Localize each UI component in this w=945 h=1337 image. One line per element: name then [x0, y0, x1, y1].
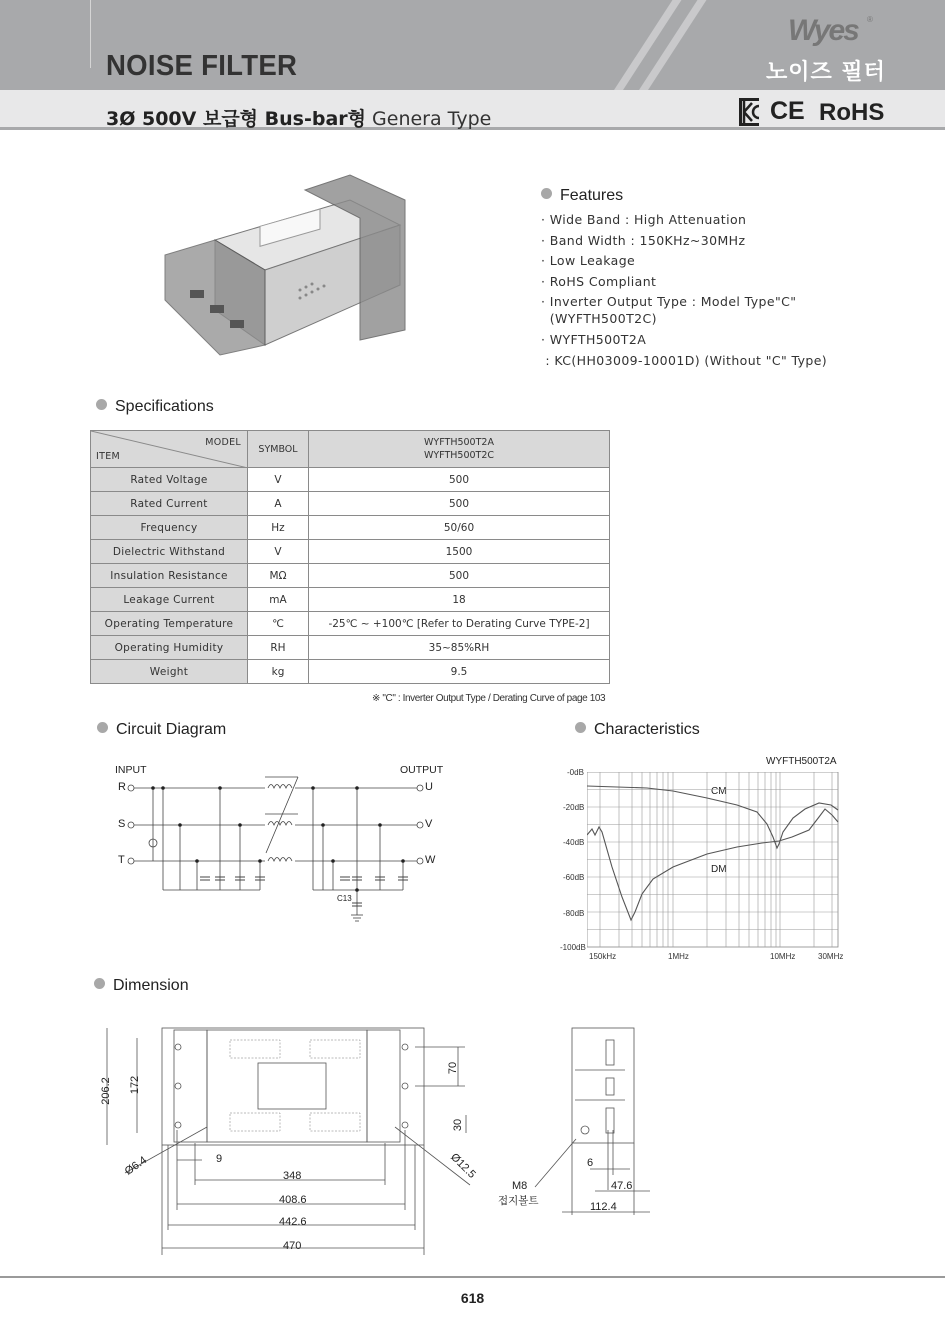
table-row — [91, 468, 610, 492]
row-symbol: Hz — [248, 516, 309, 540]
brand-logo: Wyes — [788, 14, 858, 47]
dim-9: 9 — [216, 1153, 223, 1165]
characteristics-heading-text: Characteristics — [594, 721, 700, 738]
row-item: Operating Temperature — [91, 612, 248, 636]
dim-hole-6-4: Ø6.4 — [122, 1154, 150, 1178]
choke-coil-icon — [268, 785, 292, 862]
dim-70: 70 — [447, 1061, 460, 1075]
row-value: -25℃ ~ +100℃ [Refer to Derating Curve TYPE-2] — [309, 612, 610, 636]
dim-206-2: 206.2 — [99, 1077, 112, 1105]
row-value: 1500 — [309, 540, 610, 564]
table-row — [91, 540, 610, 564]
dim-470: 470 — [283, 1240, 302, 1252]
bullet-icon — [541, 188, 552, 199]
dim-6: 6 — [587, 1157, 594, 1169]
dim-hole-12-5: Ø12.5 — [448, 1151, 478, 1181]
row-item: Rated Current — [91, 492, 248, 516]
feature-item: (WYFTH500T2C) — [541, 310, 657, 326]
table-row — [91, 564, 610, 588]
rohs-mark: RoHS — [819, 99, 885, 126]
row-value: 9.5 — [309, 660, 610, 684]
product-image — [160, 170, 410, 360]
row-symbol: mA — [248, 588, 309, 612]
spec-table — [90, 430, 610, 684]
x-tick: 150kHz — [589, 952, 617, 961]
symbol-header: SYMBOL — [248, 431, 309, 468]
feature-item: · WYFTH500T2A — [541, 331, 647, 347]
bolt-label: M8 — [512, 1180, 528, 1192]
y-tick: -60dB — [563, 873, 585, 882]
row-item: Leakage Current — [91, 588, 248, 612]
series-label-cm: CM — [711, 786, 727, 797]
table-row — [91, 636, 610, 660]
chart-grid — [587, 772, 838, 947]
chart-model-label: WYFTH500T2A — [766, 756, 837, 767]
terminal-u: U — [425, 781, 433, 793]
spec-footnote: ※ "C" : Inverter Output Type / Derating Curve of page 103 — [372, 693, 606, 704]
model-label: MODEL — [205, 437, 241, 448]
row-item: Dielectric Withstand — [91, 540, 248, 564]
row-symbol: V — [248, 468, 309, 492]
row-symbol: RH — [248, 636, 309, 660]
terminal-w: W — [425, 854, 436, 866]
x-tick: 30MHz — [818, 952, 844, 961]
dim-30: 30 — [452, 1118, 465, 1132]
header-divider — [90, 0, 91, 68]
feature-item: · RoHS Compliant — [541, 274, 657, 290]
features-heading-text: Features — [560, 187, 624, 204]
y-tick: -80dB — [563, 909, 585, 918]
row-item: Rated Voltage — [91, 468, 248, 492]
dimension-heading-text: Dimension — [113, 977, 189, 994]
feature-item: · Band Width : 150KHz~30MHz — [541, 232, 746, 248]
dim-47-6: 47.6 — [611, 1180, 633, 1192]
table-row — [91, 492, 610, 516]
row-symbol: MΩ — [248, 564, 309, 588]
feature-item: · Inverter Output Type : Model Type"C" — [541, 293, 797, 309]
x-tick: 1MHz — [668, 952, 689, 961]
specifications-heading — [96, 398, 214, 416]
row-item: Insulation Resistance — [91, 564, 248, 588]
row-item: Operating Humidity — [91, 636, 248, 660]
c13-label: C13 — [337, 894, 352, 903]
bullet-icon — [97, 722, 108, 733]
input-label: INPUT — [115, 764, 147, 776]
table-row — [91, 660, 610, 684]
series-label-dm: DM — [711, 864, 727, 875]
circuit-heading-text: Circuit Diagram — [116, 721, 227, 738]
dim-348: 348 — [283, 1170, 302, 1182]
bullet-icon — [575, 722, 586, 733]
feature-item: : KC(HH03009-10001D) (Without "C" Type) — [541, 352, 828, 368]
model-header — [309, 431, 610, 468]
dim-172: 172 — [129, 1075, 142, 1095]
row-symbol: A — [248, 492, 309, 516]
subtitle — [106, 104, 491, 131]
bullet-icon — [96, 399, 107, 410]
feature-item: · Low Leakage — [541, 253, 636, 269]
registered-mark: ® — [867, 15, 873, 24]
dim-112-4: 112.4 — [590, 1201, 617, 1213]
page-title: NOISE FILTER — [106, 50, 298, 82]
terminal-s: S — [118, 818, 126, 830]
dimension-heading — [94, 977, 189, 995]
table-row — [91, 612, 610, 636]
model-name: WYFTH500T2A — [424, 437, 494, 448]
row-value: 500 — [309, 492, 610, 516]
korean-title: 노이즈 필터 — [766, 60, 886, 85]
characteristics-heading — [575, 721, 700, 739]
ground-bolt-icon — [581, 1126, 589, 1134]
circuit-diagram — [100, 755, 450, 925]
table-header-row — [91, 431, 610, 468]
attenuation-chart — [587, 772, 839, 948]
bolt-description: 접지볼트 — [498, 1195, 539, 1207]
terminal-v: V — [425, 818, 433, 830]
dim-442-6: 442.6 — [279, 1216, 307, 1228]
item-label: ITEM — [96, 451, 121, 462]
kc-mark-icon — [739, 98, 759, 126]
row-value: 50/60 — [309, 516, 610, 540]
cm-curve — [587, 786, 838, 848]
dm-curve — [587, 809, 838, 920]
dim-408-6: 408.6 — [279, 1194, 307, 1206]
circuit-heading — [97, 721, 226, 739]
specifications-heading-text: Specifications — [115, 398, 214, 415]
footer-divider — [0, 1276, 945, 1278]
table-row — [91, 516, 610, 540]
header-model-item-cell — [91, 431, 248, 468]
row-value: 500 — [309, 468, 610, 492]
kc-glyph-icon — [742, 101, 762, 123]
model-name: WYFTH500T2C — [423, 450, 495, 461]
ce-mark-icon: CE — [770, 97, 805, 125]
subtitle-light: Genera Type — [366, 108, 492, 130]
row-value: 18 — [309, 588, 610, 612]
y-tick: -20dB — [563, 803, 585, 812]
y-tick: -0dB — [567, 768, 584, 777]
row-symbol: kg — [248, 660, 309, 684]
terminal-r: R — [118, 781, 126, 793]
terminal-t: T — [118, 854, 125, 866]
row-item: Weight — [91, 660, 248, 684]
row-value: 35~85%RH — [309, 636, 610, 660]
subtitle-bold: 3Ø 500V 보급형 Bus-bar형 — [106, 108, 366, 130]
x-tick: 10MHz — [770, 952, 796, 961]
ground-icon — [351, 915, 363, 921]
page-number: 618 — [460, 1290, 485, 1306]
table-row — [91, 588, 610, 612]
output-label: OUTPUT — [400, 764, 444, 776]
row-symbol: ℃ — [248, 612, 309, 636]
y-tick: -100dB — [560, 943, 586, 952]
feature-item: · Wide Band : High Attenuation — [541, 212, 747, 227]
bullet-icon — [94, 978, 105, 989]
features-list — [541, 210, 827, 371]
row-value: 500 — [309, 564, 610, 588]
y-tick: -40dB — [563, 838, 585, 847]
features-heading — [541, 187, 623, 205]
row-symbol: V — [248, 540, 309, 564]
row-item: Frequency — [91, 516, 248, 540]
